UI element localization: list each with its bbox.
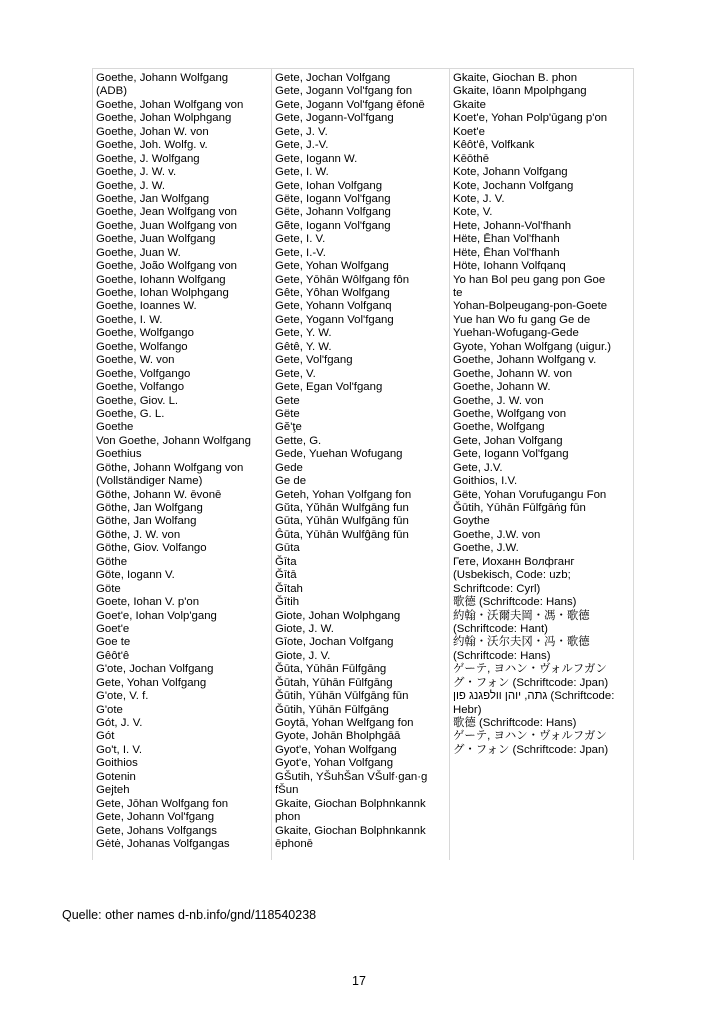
name-entry: Geteh, Yohan Ṿolfgang fon — [275, 488, 412, 501]
name-entry: Goethe, Jan Wolfgang — [96, 192, 210, 205]
name-entry: Gete, I.-V. — [275, 246, 326, 259]
name-entry: Gede — [275, 461, 303, 474]
name-entry: Goethe, Juan Wolfgang von — [96, 219, 238, 232]
name-entry: Gūta, Yūhān Wulfgāng fūn — [275, 515, 409, 528]
name-entry: Höte, Iohann Volfqanq — [453, 260, 566, 273]
name-entry: Goethe, Wolfgang — [453, 421, 545, 434]
name-entry: Gót, J. V. — [96, 717, 143, 729]
name-entry: Gete, J.-V. — [275, 139, 329, 152]
name-entry: Yo han Bol peu gang pon Goe — [453, 273, 606, 286]
name-entry: Goethe, Wolfgang von — [453, 407, 567, 420]
name-entry: Gete, Jogann Vol'fgang fon — [275, 85, 413, 98]
page-number: 17 — [352, 974, 366, 988]
name-entry: Göthe, Johann W. ēvonē — [96, 488, 222, 501]
name-entry: Gyote, Johān Bholphgāā — [275, 730, 401, 743]
name-entry: Gëte, Iogann Vol'fgang — [275, 192, 391, 205]
name-entry: Gete, Jogann Vol'fgang ēfonē — [275, 98, 425, 111]
name-entry: Goethe, J.W. — [453, 542, 519, 555]
name-entry: (Vollständiger Name) — [96, 475, 203, 488]
name-entry: Gette, G. — [275, 434, 322, 447]
name-entry: Ğītih — [275, 596, 300, 609]
name-entry: Kote, J. V. — [453, 192, 505, 205]
name-entry: Goethe, J. W. von — [453, 394, 544, 407]
name-entry: Gede, Yuehan Wofugang — [275, 448, 403, 461]
name-entry: Goethe, Johan W. von — [96, 125, 209, 138]
name-entry: Koet'e — [453, 125, 485, 138]
name-entry: Gêtê, Y. W. — [275, 340, 332, 353]
name-entry: Yohan-Bolpeugang-pon-Goete — [453, 300, 608, 313]
name-entry: Goe te — [96, 636, 131, 649]
name-entry: Gėtė, Johanas Volfgangas — [96, 837, 230, 850]
name-entry: Gëte — [275, 407, 300, 420]
name-entry: Von Goethe, Johann Wolfgang — [96, 434, 251, 447]
name-entry: Gīote, Jochan Volfgang — [275, 636, 394, 649]
name-entry: te — [453, 287, 463, 299]
name-entry: Gūta — [275, 542, 300, 555]
name-entry: Gete, Yohan Volfgang — [96, 676, 207, 689]
table-right-border — [633, 68, 634, 860]
name-entry: Gete, J.V. — [453, 461, 503, 474]
name-entry: 歌德 (Schriftcode: Hans) — [453, 717, 577, 729]
name-entry: Kote, Johann Volfgang — [453, 166, 568, 179]
name-entry: Gete, Johan Volfgang — [453, 434, 563, 447]
name-entry: Gkaite — [453, 98, 486, 111]
name-entry: Kēōthē — [453, 152, 490, 165]
name-entry: Gete, I. V. — [275, 233, 326, 246]
column-divider-2 — [449, 68, 450, 860]
name-entry: Goethe — [96, 421, 134, 434]
name-entry: Göthe, J. W. von — [96, 528, 181, 541]
name-entry: G'ote, V. f. — [96, 690, 149, 703]
name-column-2 — [275, 72, 447, 851]
name-entry: Gkaite, Iōann Mpolphgang — [453, 85, 587, 98]
name-entry: Göte — [96, 582, 121, 595]
name-entry: Goethe, J.W. von — [453, 528, 541, 541]
name-entry: Goet'e — [96, 622, 130, 635]
name-entry: Yuehan-Wofugang-Gede — [453, 327, 579, 340]
name-entry: Goethe, Ioannes W. — [96, 300, 197, 313]
name-entry: Kêôt'ê, Volfkank — [453, 139, 535, 152]
name-entry: Gkaite, Giochan B. phon — [453, 72, 578, 84]
name-entry: Hete, Johann-Vol'fhanh — [453, 219, 572, 232]
name-entry: Goete, Iohan V. p'on — [96, 596, 200, 609]
name-entry: Goethe, Juan W. — [96, 246, 181, 259]
name-entry: (Schriftcode: Hans) — [453, 649, 551, 662]
name-entry: Göthe, Giov. Volfango — [96, 542, 207, 555]
name-entry: Gyot'e, Yohan Wolfgang — [275, 743, 397, 756]
name-entry: 约翰・沃尔夫冈・冯・歌德 — [453, 636, 590, 649]
name-entry: Gete, Jogann-Vol'fgang — [275, 112, 394, 125]
name-entry: Gete, J. V. — [275, 125, 328, 138]
name-entry: グ・フォン (Schriftcode: Jpan) — [453, 676, 609, 689]
name-column-3 — [453, 72, 633, 757]
name-entry: Göthe, Johann Wolfgang von — [96, 461, 244, 474]
name-entry: Gêôt'ê — [96, 649, 130, 662]
name-entry: グ・フォン (Schriftcode: Jpan) — [453, 743, 609, 756]
table-top-border — [92, 68, 633, 69]
name-entry: Goethe, Johan Wolphgang — [96, 112, 232, 125]
name-entry: גתה, יוהן וולפגנג פון (Schriftcode: — [453, 690, 615, 703]
name-entry: Gŭta, Yŭhān Wulfgāng fun — [275, 502, 409, 514]
name-entry: Goethe, Johann W. von — [453, 367, 573, 380]
name-entry: Goethe, J. W. v. — [96, 166, 177, 179]
name-entry: Goethe, Johann W. — [453, 381, 551, 394]
name-entry: Gete — [275, 394, 300, 407]
name-entry: Goethius — [96, 448, 142, 461]
name-entry: Gete, Jōhan Wolfgang fon — [96, 797, 229, 810]
name-entry: G'ote — [96, 703, 123, 716]
name-entry: Goethe, Iohann Wolfgang — [96, 273, 226, 286]
name-entry: Gete, Yohann Volfganq — [275, 300, 392, 313]
name-entry: Gkaite, Giochan Bolphnkannk — [275, 824, 426, 837]
name-entry: Gete, Jochan Volfgang — [275, 72, 391, 84]
name-entry: Göte, Iogann V. — [96, 569, 175, 582]
name-entry: Yue han Wo fu gang Ge de — [453, 313, 591, 326]
name-entry: Gejteh — [96, 784, 130, 797]
name-entry: Gót — [96, 730, 115, 743]
name-entry: Giote, Johan Wolphgang — [275, 609, 401, 622]
name-entry: Gete, Yohan Wolfgang — [275, 260, 389, 273]
name-column-1 — [96, 72, 268, 851]
name-entry: Ğūtih, Yūhān Fūlfgāṅg fūn — [453, 502, 586, 514]
name-entry: Goethe, I. W. — [96, 313, 163, 326]
name-entry: Goethe, Giov. L. — [96, 394, 179, 407]
name-entry: Goethe, J. W. — [96, 179, 166, 192]
name-entry: (Usbekisch, Code: uzb; — [453, 569, 571, 582]
name-entry: Schriftcode: Cyrl) — [453, 582, 541, 595]
name-entry: Gete, Yōhān Wôlfgang fôn — [275, 273, 410, 286]
name-entry: Gete, Iogann W. — [275, 152, 358, 165]
name-entry: Gete, V. — [275, 367, 316, 380]
name-entry: fŠun — [275, 784, 299, 797]
name-entry: Gotenin — [96, 770, 136, 783]
name-entry: Gete, Vol'fgang — [275, 354, 353, 367]
name-entry: Gete, I. W. — [275, 166, 329, 179]
name-entry: Kote, Jochann Volfgang — [453, 179, 574, 192]
name-entry: Ğīta — [275, 555, 297, 568]
name-entry: Gete, Egan Vol'fgang — [275, 381, 383, 394]
name-entry: Goethe, Johann Wolfgang v. — [453, 354, 597, 367]
name-entry: Gete, Yogann Vol'fgang — [275, 313, 394, 326]
name-entry: Gete, Johann Vol'fgang — [96, 811, 215, 824]
name-entry: Goethe, Juan Wolfgang — [96, 233, 216, 246]
name-entry: Gëte, Johann Volfgang — [275, 206, 391, 219]
table-left-border — [92, 68, 93, 860]
name-entry: Ge de — [275, 475, 307, 488]
name-entry: Koet'e, Yohan Polp'ūgang p'on — [453, 112, 608, 125]
name-entry: Goethe, Volfgango — [96, 367, 191, 380]
name-entry: (Schriftcode: Hant) — [453, 622, 548, 635]
name-entry: Гете, Иоханн Волфганг — [453, 555, 575, 568]
name-entry: Goethe, Volfango — [96, 381, 185, 394]
name-entry: GŠutih, YŠuhŠan VŠulf·gan·g — [275, 770, 428, 783]
name-entry: Goethe, J. Wolfgang — [96, 152, 200, 165]
name-entry: ゲーテ, ヨハン・ヴォルフガン — [453, 663, 607, 676]
name-entry: Hëte, Ēhan Vol'fhanh — [453, 246, 560, 259]
name-entry: phon — [275, 811, 301, 824]
name-entry: Göthe, Jan Wolfang — [96, 515, 197, 528]
name-entry: Ğūtih, Yūhān Fūlfgāng — [275, 703, 389, 716]
name-entry: Ğītā — [275, 569, 297, 582]
column-divider-1 — [271, 68, 272, 860]
name-entry: Goethe, Iohan Wolphgang — [96, 287, 229, 299]
name-entry: Ĝūta, Yūhān Wulfĝāng fūn — [275, 528, 409, 541]
name-entry: G'ote, Jochan Volfgang — [96, 663, 214, 676]
name-entry: Gete, Iogann Vol'fgang — [453, 448, 569, 461]
name-entry: Goythe — [453, 515, 490, 528]
name-entry: Goethe, W. von — [96, 354, 175, 367]
name-entry: Goethe, Wolfango — [96, 340, 188, 353]
source-note: Quelle: other names d-nb.info/gnd/118540238 — [62, 908, 317, 922]
name-entry: Gête, Yôhan Wolfgang — [275, 287, 390, 299]
name-entry: Ğūtah, Yūhān Fūlfgāng — [275, 676, 393, 689]
name-entry: Gẽte, Iogann Vol'fgang — [275, 219, 391, 232]
name-entry: Gete, Iohan Volfgang — [275, 179, 383, 192]
name-entry: Goethe, Johann Wolfgang — [96, 72, 229, 84]
name-entry: Ğītah — [275, 582, 303, 595]
name-entry: Kote, V. — [453, 206, 493, 219]
name-entry: Gete, Johans Volfgangs — [96, 824, 217, 837]
name-entry: 約翰・沃爾夫岡・馮・歌德 — [453, 609, 590, 622]
name-entry: Go't, I. V. — [96, 743, 143, 756]
name-entry: Giote, J. V. — [275, 649, 331, 662]
name-entry: Giote, J. W. — [275, 622, 334, 635]
name-entry: Hebr) — [453, 703, 482, 716]
name-entry: Goithios, I.V. — [453, 475, 518, 488]
name-entry: Gete, Y. W. — [275, 327, 332, 340]
name-entry: Goethe, Johan Wolfgang von — [96, 98, 244, 111]
name-entry: Gkaite, Giochan Bolphnkannk — [275, 797, 426, 810]
name-entry: Göthe — [96, 555, 128, 568]
name-entry: Goethe, G. L. — [96, 407, 165, 420]
name-entry: Goethe, Wolfgango — [96, 327, 194, 340]
name-entry: Göthe, Jan Wolfgang — [96, 502, 203, 514]
name-entry: ゲーテ, ヨハン・ヴォルフガン — [453, 730, 607, 743]
name-entry: Gëte, Yohan Vorufugangu Fon — [453, 488, 607, 501]
name-entry: Gĕ'ţe — [275, 421, 302, 434]
name-entry: Gyote, Yohan Wolfgang (uigur.) — [453, 340, 612, 353]
name-entry: Hëte, Ēhan Vol'fhanh — [453, 233, 560, 246]
name-entry: Goethe, Jean Wolfgang von — [96, 206, 238, 219]
name-entry: Goethe, João Wolfgang von — [96, 260, 238, 273]
name-entry: ēphonē — [275, 837, 314, 850]
name-entry: Goet'e, Iohan Volp'gang — [96, 609, 217, 622]
name-entry: Ğūta, Yūhān Fūlfgāng — [275, 663, 387, 676]
name-entry: Goytā, Yohan Welfgang fon — [275, 717, 414, 729]
name-entry: Ğūtih, Yūhān Vūlfgāng fūn — [275, 690, 409, 703]
name-entry: 歌德 (Schriftcode: Hans) — [453, 596, 577, 609]
name-entry: Goithios — [96, 757, 138, 770]
name-entry: (ADB) — [96, 85, 128, 98]
name-entry: Gyot'e, Yohan Volfgang — [275, 757, 394, 770]
name-entry: Goethe, Joh. Wolfg. v. — [96, 139, 208, 152]
